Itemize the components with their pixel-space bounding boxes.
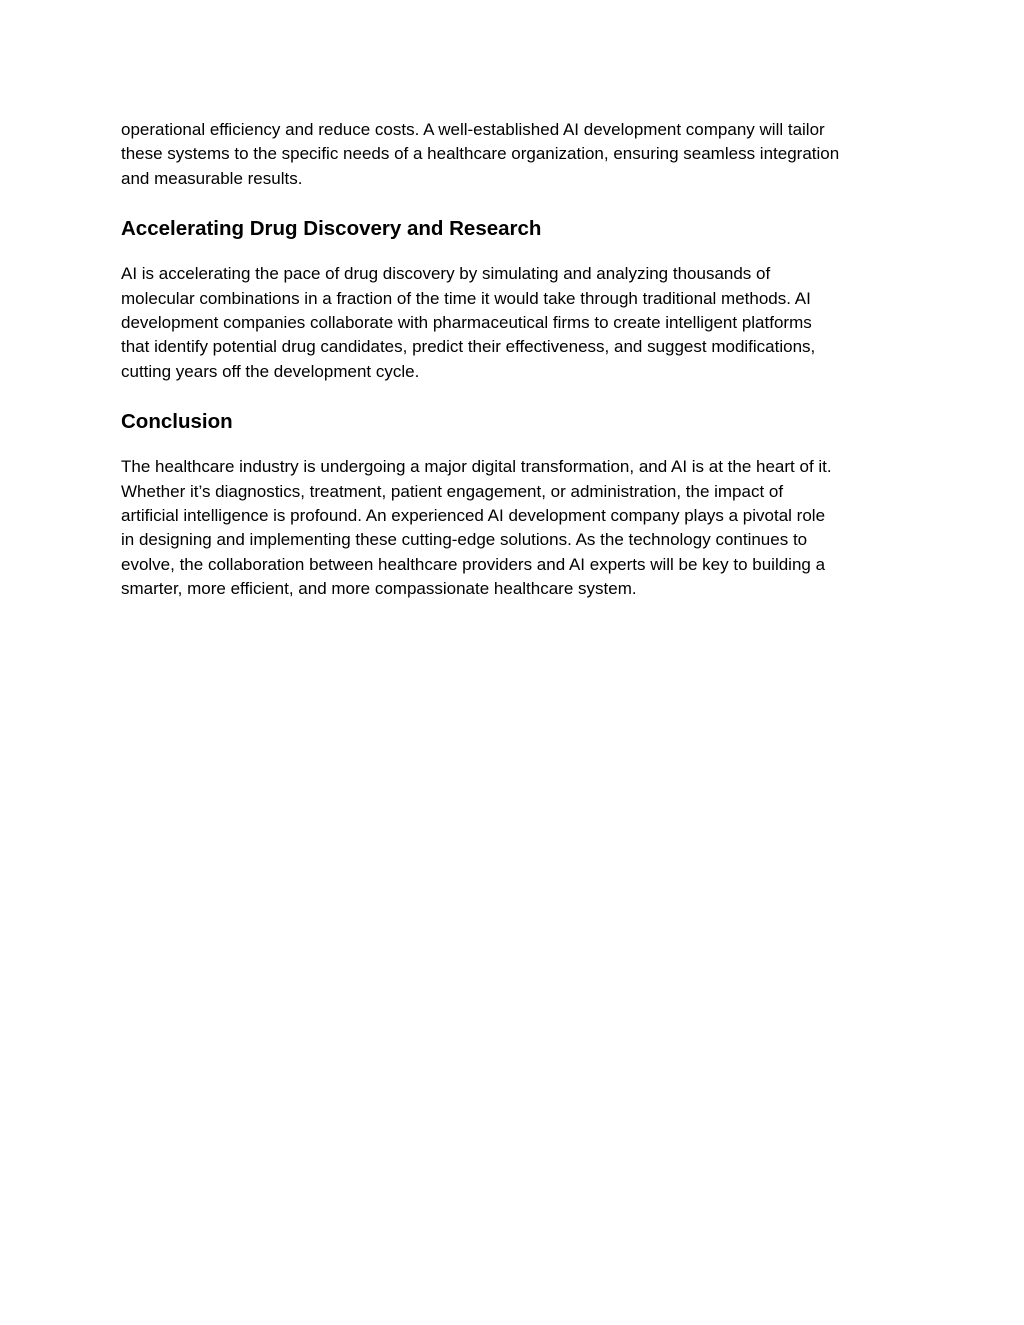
- paragraph-line: that identify potential drug candidates, predict their effectiveness, and suggest modifications,: [121, 337, 816, 357]
- document-body: [121, 118, 911, 602]
- intro-paragraph: [121, 118, 911, 191]
- paragraph-line: Whether it’s diagnostics, treatment, patient engagement, or administration, the impact of: [121, 481, 784, 501]
- paragraph-line: AI is accelerating the pace of drug discovery by simulating and analyzing thousands of: [121, 264, 771, 284]
- paragraph-line: molecular combinations in a fraction of the time it would take through traditional methods. AI: [121, 288, 811, 308]
- paragraph-line: evolve, the collaboration between healthcare providers and AI experts will be key to building a: [121, 554, 826, 574]
- section-heading-drug-discovery: Accelerating Drug Discovery and Research: [121, 217, 542, 241]
- paragraph-line: cutting years off the development cycle.: [121, 361, 420, 381]
- conclusion-paragraph: [121, 455, 911, 601]
- paragraph-line: and measurable results.: [121, 168, 303, 188]
- drug-discovery-paragraph: [121, 262, 911, 384]
- paragraph-line: smarter, more efficient, and more compassionate healthcare system.: [121, 579, 637, 599]
- paragraph-line: in designing and implementing these cutting-edge solutions. As the technology continues to: [121, 530, 808, 550]
- paragraph-line: The healthcare industry is undergoing a major digital transformation, and AI is at the heart of it.: [121, 457, 832, 477]
- section-heading-conclusion: Conclusion: [121, 410, 233, 434]
- paragraph-line: operational efficiency and reduce costs. A well-established AI development company will tailor: [121, 120, 825, 139]
- paragraph-line: development companies collaborate with pharmaceutical firms to create intelligent platforms: [121, 313, 812, 333]
- paragraph-line: artificial intelligence is profound. An experienced AI development company plays a pivotal role: [121, 506, 826, 526]
- paragraph-line: these systems to the specific needs of a healthcare organization, ensuring seamless integration: [121, 144, 840, 164]
